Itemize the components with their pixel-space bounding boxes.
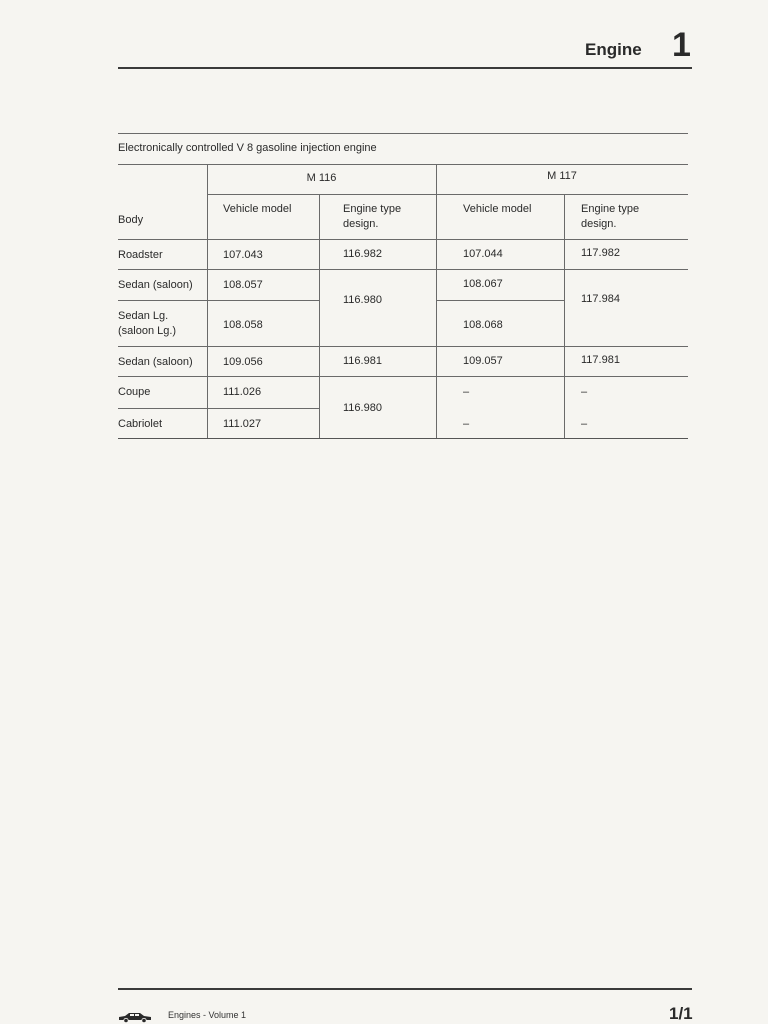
engine-type-cell: 116.982 xyxy=(343,248,382,260)
vehicle-model-cell: 107.043 xyxy=(223,249,263,261)
footer-volume: Engines - Volume 1 xyxy=(168,1010,247,1020)
page-title: Engine xyxy=(585,40,642,59)
body-cell: Sedan Lg. (saloon Lg.) xyxy=(118,310,177,337)
vehicle-model-cell: – xyxy=(463,386,470,398)
vehicle-model-cell: 107.044 xyxy=(463,248,503,260)
table-bottom-rule xyxy=(118,438,688,439)
chapter-number: 1 xyxy=(672,26,691,64)
col-divider xyxy=(319,194,320,438)
engine-type-cell: – xyxy=(581,386,588,398)
group-header-rule xyxy=(207,194,688,195)
vehicle-model-cell: 108.058 xyxy=(223,319,263,331)
column-header-body: Body xyxy=(118,214,144,226)
car-icon xyxy=(118,1011,152,1023)
caption-rule xyxy=(118,164,688,165)
row-rule xyxy=(118,376,688,377)
page-number: 1/1 xyxy=(669,1004,693,1023)
vehicle-model-cell: 108.068 xyxy=(463,319,503,331)
col-divider xyxy=(436,164,437,438)
body-cell: Sedan (saloon) xyxy=(118,279,193,291)
vehicle-model-cell: 108.067 xyxy=(463,278,503,290)
row-rule xyxy=(118,300,319,301)
body-cell: Sedan (saloon) xyxy=(118,356,193,368)
engine-type-cell: 117.982 xyxy=(581,247,620,259)
col-divider xyxy=(564,194,565,438)
table-caption: Electronically controlled V 8 gasoline injection engine xyxy=(118,142,377,154)
column-header-vehicle-model: Vehicle model xyxy=(463,203,532,215)
col-divider xyxy=(207,164,208,438)
engine-type-cell-merged: 116.980 xyxy=(343,402,382,414)
engine-type-cell-merged: 116.980 xyxy=(343,294,382,306)
vehicle-model-cell: 109.057 xyxy=(463,355,503,367)
vehicle-model-cell: 111.027 xyxy=(223,418,262,430)
row-rule xyxy=(118,269,688,270)
table-top-rule xyxy=(118,133,688,134)
column-header-engine-type: Engine type design. xyxy=(343,203,402,230)
row-rule xyxy=(118,408,319,409)
header-bottom-rule xyxy=(118,239,688,240)
engine-type-cell: – xyxy=(581,418,588,430)
body-cell: Coupe xyxy=(118,386,151,398)
body-cell: Roadster xyxy=(118,249,163,261)
vehicle-model-cell: 108.057 xyxy=(223,279,263,291)
footer-rule xyxy=(118,988,692,990)
engine-table xyxy=(118,133,688,439)
row-rule xyxy=(436,300,564,301)
engine-type-cell-merged: 117.984 xyxy=(581,293,620,305)
body-cell: Cabriolet xyxy=(118,418,163,430)
header-rule xyxy=(118,67,692,69)
engine-type-cell: 116.981 xyxy=(343,355,382,367)
group-header-m117: M 117 xyxy=(547,170,577,182)
row-rule xyxy=(118,346,688,347)
column-header-vehicle-model: Vehicle model xyxy=(223,203,292,215)
vehicle-model-cell: – xyxy=(463,418,470,430)
vehicle-model-cell: 109.056 xyxy=(223,356,263,368)
vehicle-model-cell: 111.026 xyxy=(223,386,262,398)
group-header-m116: M 116 xyxy=(306,172,337,184)
column-header-engine-type: Engine type design. xyxy=(581,203,640,230)
engine-type-cell: 117.981 xyxy=(581,354,620,366)
